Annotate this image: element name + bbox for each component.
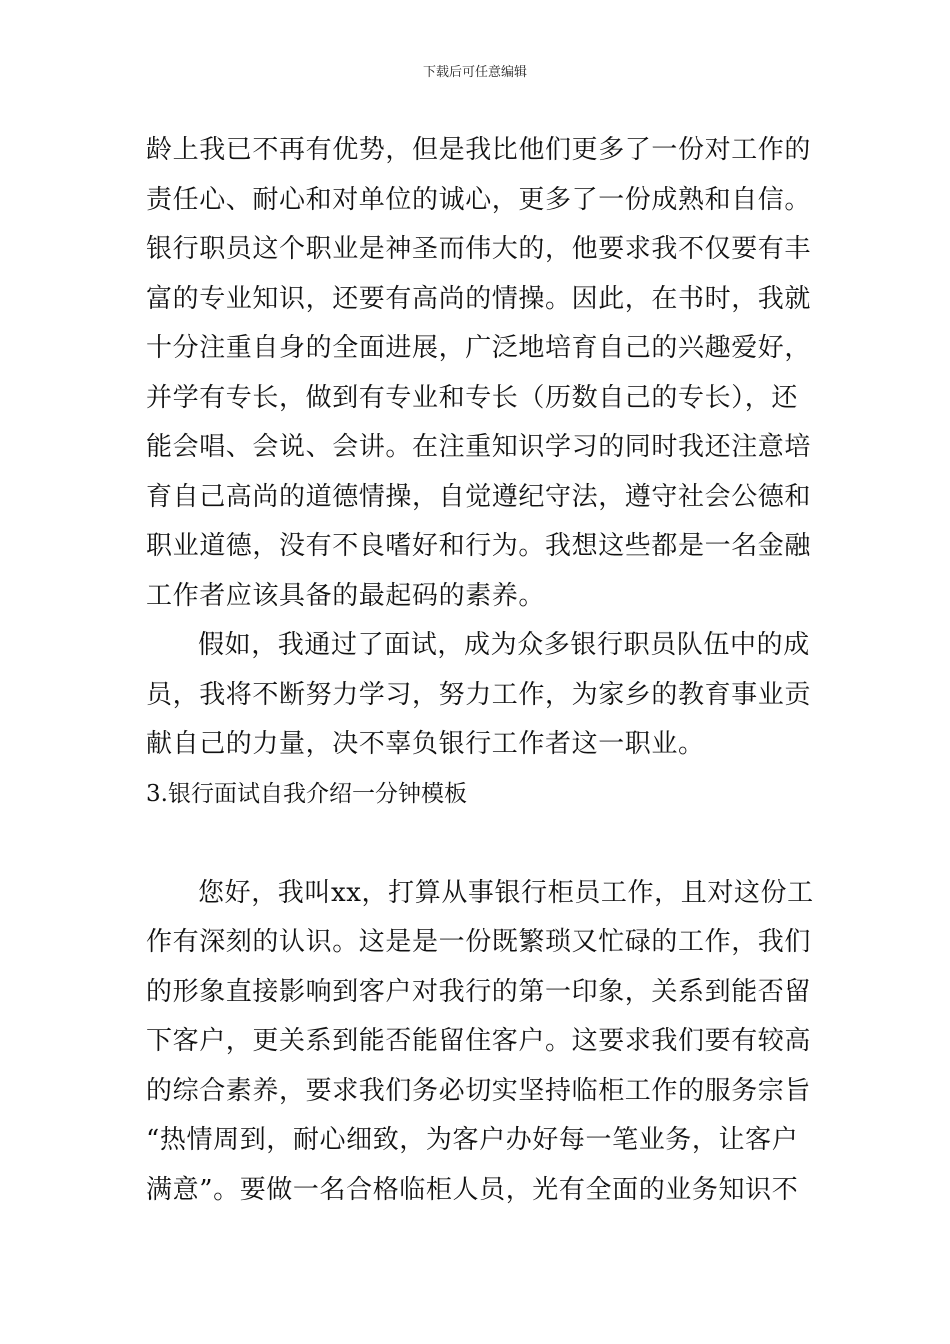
text-line: 的综合素养，要求我们务必切实坚持临柜工作的服务宗旨 [146, 1075, 812, 1106]
text-line: 龄上我已不再有优势，但是我比他们更多了一份对工作的 [146, 135, 812, 165]
text-line: 作有深刻的认识。这是是一份既繁琐又忙碌的工作，我们 [146, 927, 812, 957]
text-line: 工作者应该具备的最起码的素养。 [146, 580, 546, 611]
text-line: 献自己的力量，决不辜负银行工作者这一职业。 [146, 729, 705, 759]
page-header: 下载后可任意编辑 [422, 65, 527, 80]
text-line: 满意”。要做一名合格临柜人员，光有全面的业务知识不 [146, 1174, 799, 1205]
text-line: 您好，我叫xx，打算从事银行柜员工作，且对这份工 [198, 877, 814, 908]
text-line: 育自己高尚的道德情操，自觉遵纪守法，遵守社会公德和 [146, 481, 812, 512]
paragraph-3 [146, 869, 814, 1216]
document-body [146, 126, 814, 1215]
text-line: 职业道德，没有不良嗜好和行为。我想这些都是一名金融 [146, 531, 812, 561]
text-line: “热情周到，耐心细致，为客户办好每一笔业务，让客户 [146, 1125, 799, 1155]
text-line: 假如，我通过了面试，成为众多银行职员队伍中的成 [198, 630, 810, 660]
text-line: 并学有专长，做到有专业和专长（历数自己的专长），还 [146, 382, 799, 413]
text-line: 银行职员这个职业是神圣而伟大的，他要求我不仅要有丰 [146, 234, 812, 264]
section-heading: 3.银行面试自我介绍一分钟模板 [146, 780, 467, 807]
blank-line [146, 819, 808, 869]
text-line: 富的专业知识，还要有高尚的情操。因此，在书时，我就 [146, 283, 812, 314]
text-line: 十分注重自身的全面进展，广泛地培育自己的兴趣爱好， [146, 333, 812, 363]
paragraph-2 [146, 621, 812, 770]
paragraph-1 [146, 126, 812, 621]
text-line: 能会唱、会说、会讲。在注重知识学习的同时我还注意培 [146, 432, 812, 462]
text-line: 的形象直接影响到客户对我行的第一印象，关系到能否留 [146, 976, 812, 1007]
text-line: 责任心、耐心和对单位的诚心，更多了一份成熟和自信。 [146, 184, 812, 215]
text-line: 下客户，更关系到能否能留住客户。这要求我们要有较高 [146, 1026, 812, 1056]
text-line: 员，我将不断努力学习，努力工作，为家乡的教育事业贡 [146, 679, 812, 710]
